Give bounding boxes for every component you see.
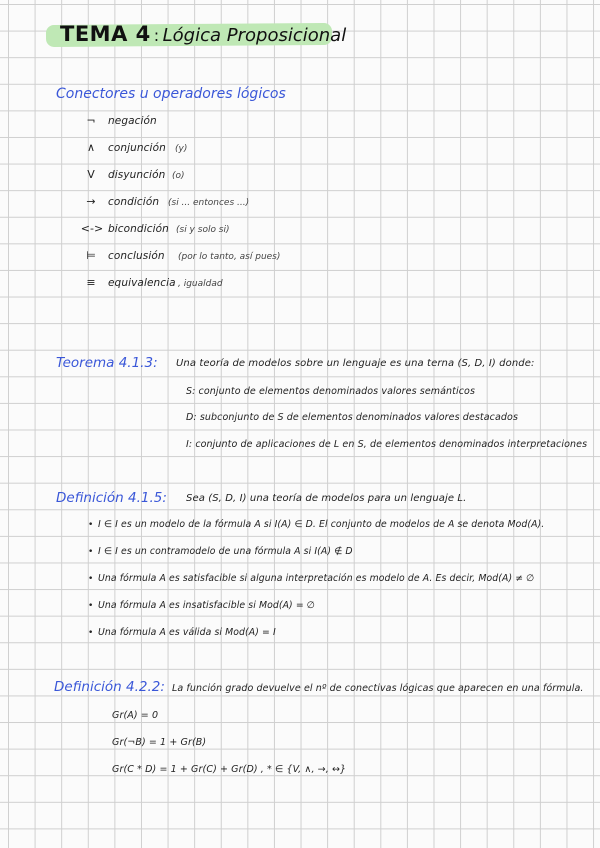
connector-symbol: V [87,168,95,181]
connector-label: disyunción [108,169,166,181]
connector-symbol: → [86,195,96,208]
title-separator: : [153,26,160,45]
theorem-line-d: D: subconjunto de S de elementos denominados valores destacados [186,412,519,423]
theorem-line-i: I: conjunto de aplicaciones de L en S, de elementos denominados interpretaciones [186,439,588,450]
definition-2-heading: Definición 4.2.2: [54,679,165,695]
connector-symbol: ⊨ [86,249,96,262]
bullet-dot: • [88,547,94,557]
bullet-dot: • [88,574,94,584]
theorem-intro: Una teoría de modelos sobre un lenguaje es una terna (S, D, I) donde: [176,358,535,369]
page-title [60,22,346,46]
connector-label: negación [108,115,157,127]
connector-label: equivalencia [108,277,176,289]
connector-label: conjunción [108,142,166,154]
definition-1-bullet: Una fórmula A es satisfacible si alguna interpretación es modelo de A. Es decir, Mod(A) ≠ ∅ [98,573,535,584]
bullet-dot: • [88,601,94,611]
connector-note: (si y solo si) [176,225,230,235]
connector-symbol: ≡ [86,276,96,289]
connector-symbol: ¬ [86,114,96,127]
theorem-heading: Teorema 4.1.3: [56,355,158,371]
theorem-line-s: S: conjunto de elementos denominados valores semánticos [186,386,476,397]
connector-note: (si ... entonces ...) [168,198,250,208]
grade-formula: Gr(A) = 0 [112,710,159,721]
connector-label: conclusión [108,250,165,262]
connector-note: (y) [175,144,188,154]
bullet-dot: • [88,628,94,638]
grade-formula: Gr(¬B) = 1 + Gr(B) [112,737,207,748]
definition-1-bullet: Una fórmula A es válida si Mod(A) = I [98,627,276,638]
connector-symbol: <-> [80,222,104,235]
definition-1-bullet: I ∈ I es un modelo de la fórmula A si I(A) ∈ D. El conjunto de modelos de A se denota Mod(A). [98,519,545,530]
connector-label: condición [108,196,160,208]
connector-symbol: ∧ [86,141,96,154]
title-prefix: TEMA 4 [60,22,151,46]
grade-formula: Gr(C * D) = 1 + Gr(C) + Gr(D) , * ∈ {V, ∧, →, ↔} [112,764,347,775]
connector-note: (o) [172,171,185,181]
definition-1-bullet: I ∈ I es un contramodelo de una fórmula A si I(A) ∉ D [98,546,353,557]
connector-label: bicondición [108,223,169,235]
definition-2-intro: La función grado devuelve el nº de conectivas lógicas que aparecen en una fórmula. [172,683,584,694]
bullet-dot: • [88,520,94,530]
title-subject: Lógica Proposicional [162,25,347,46]
connector-note: , igualdad [178,279,223,289]
definition-1-heading: Definición 4.1.5: [56,490,167,506]
definition-1-intro: Sea (S, D, I) una teoría de modelos para un lenguaje L. [186,493,467,504]
connectors-heading: Conectores u operadores lógicos [56,86,286,102]
definition-1-bullet: Una fórmula A es insatisfacible si Mod(A) = ∅ [98,600,315,611]
connector-note: (por lo tanto, así pues) [178,252,281,262]
